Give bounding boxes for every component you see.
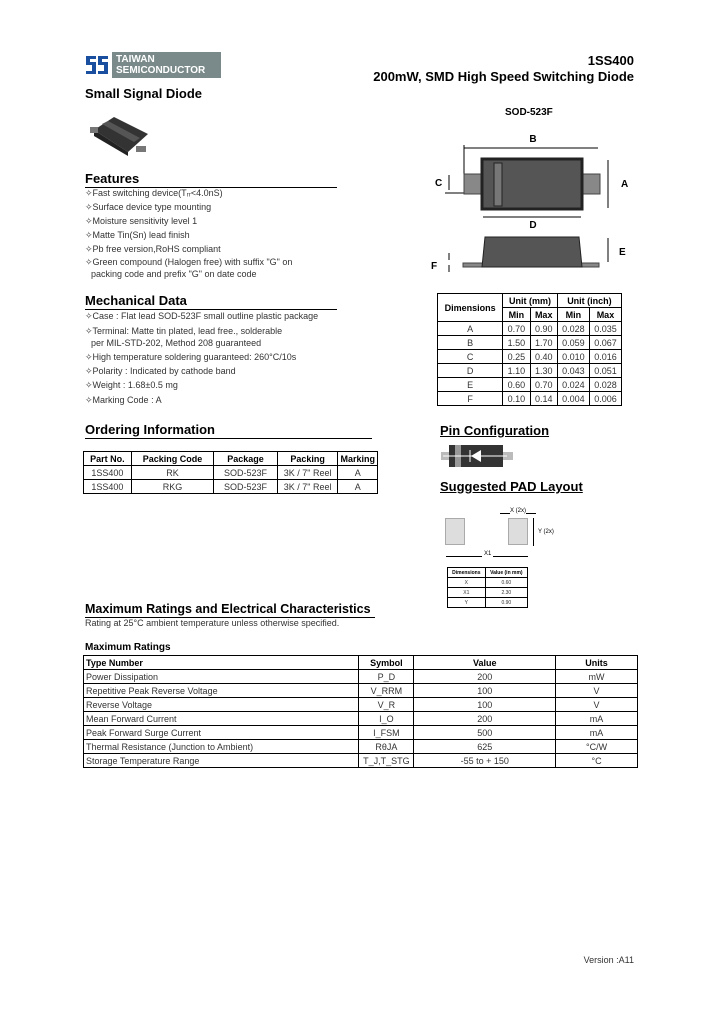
table-cell: V_RRM (359, 684, 414, 698)
table-cell: mW (556, 670, 638, 684)
table-row (448, 578, 528, 588)
pad-y-label: Y (2x) (538, 529, 554, 535)
table-cell: 625 (414, 740, 556, 754)
feature-item: ✧Matte Tin(Sn) lead finish (85, 230, 190, 240)
table-row (438, 336, 622, 350)
table-cell: 1.70 (530, 336, 557, 350)
part-number: 1SS400 (587, 53, 634, 68)
table-cell: -55 to + 150 (414, 754, 556, 768)
col-header: Type Number (84, 656, 359, 670)
table-cell: I_O (359, 712, 414, 726)
table-cell: Thermal Resistance (Junction to Ambient) (84, 740, 359, 754)
table-row (438, 392, 622, 406)
table-cell: P_D (359, 670, 414, 684)
dimensions-table: Dimensions Unit (mm) Unit (inch) Min Max Min Max A 0.70 0.90 0.028 0.035 B 1.50 1.70 0.059 0.067 C 0.25 0.40 0.010 0.016 D 1.10 1.30 0.043 0.051 E 0.60 0.70 0.024 0.028 F 0.10 0.14 0.004 0.006 (437, 293, 622, 406)
table-row (84, 740, 638, 754)
table-row (84, 670, 638, 684)
table-row (448, 568, 528, 578)
mech-item: ✧Weight : 1.68±0.5 mg (85, 380, 178, 390)
col-header: Dimensions (448, 568, 486, 578)
table-row (84, 712, 638, 726)
feature-item: packing code and prefix "G" on date code (91, 269, 257, 279)
col-header: Packing Code (131, 452, 213, 466)
col-header: Part No. (84, 452, 132, 466)
ratings-note: Rating at 25°C ambient temperature unless otherwise specified. (85, 618, 340, 628)
feature-item: ✧Moisture sensitivity level 1 (85, 216, 198, 226)
table-cell: C (438, 350, 503, 364)
features-heading: Features (85, 171, 337, 188)
pad-table (447, 567, 528, 608)
table-cell: 0.067 (589, 336, 621, 350)
table-row (448, 588, 528, 598)
table-cell: A (438, 322, 503, 336)
table-cell: 200 (414, 670, 556, 684)
table-cell: Storage Temperature Range (84, 754, 359, 768)
table-cell: I_FSM (359, 726, 414, 740)
table-cell: 0.051 (589, 364, 621, 378)
col-header: Symbol (359, 656, 414, 670)
table-cell: °C/W (556, 740, 638, 754)
col-header: Dimensions (438, 294, 503, 322)
table-cell: 3K / 7" Reel (277, 466, 338, 480)
col-header: Unit (mm) (503, 294, 558, 308)
pad-layout-heading: Suggested PAD Layout (440, 479, 583, 494)
feature-item: ✧Surface device type mounting (85, 202, 212, 212)
dim-label-c: C (435, 178, 443, 189)
table-cell: SOD-523F (214, 480, 278, 494)
pad-right (508, 518, 528, 545)
dim-label-d: D (529, 220, 537, 231)
table-cell: 0.016 (589, 350, 621, 364)
table-cell: 0.043 (557, 364, 589, 378)
col-header: Package (214, 452, 278, 466)
table-cell: 0.40 (530, 350, 557, 364)
table-cell: SOD-523F (214, 466, 278, 480)
page-title: 200mW, SMD High Speed Switching Diode (373, 69, 634, 84)
table-cell: V (556, 698, 638, 712)
feature-item: ✧Fast switching device(Tᵣᵣ<4.0nS) (85, 188, 223, 198)
table-row (84, 754, 638, 768)
table-cell: 0.90 (530, 322, 557, 336)
table-row (438, 378, 622, 392)
chip-image (88, 112, 150, 158)
table-cell: A (338, 480, 378, 494)
logo-line1: TAIWAN (116, 54, 155, 65)
table-cell: Mean Forward Current (84, 712, 359, 726)
mech-item: ✧Terminal: Matte tin plated, lead free., solderable (85, 326, 283, 336)
table-cell: 0.028 (557, 322, 589, 336)
table-cell: 1.50 (503, 336, 530, 350)
table-cell: °C (556, 754, 638, 768)
table-cell: Reverse Voltage (84, 698, 359, 712)
dim-label-b: B (529, 134, 537, 145)
table-cell: 0.90 (485, 598, 527, 608)
table-row (438, 322, 622, 336)
table-cell: Peak Forward Surge Current (84, 726, 359, 740)
table-cell: 0.70 (530, 378, 557, 392)
table-cell: 0.10 (503, 392, 530, 406)
table-cell: B (438, 336, 503, 350)
table-row (84, 726, 638, 740)
table-cell: 0.059 (557, 336, 589, 350)
table-cell: X1 (448, 588, 486, 598)
ts-logo-icon (84, 53, 110, 77)
pad-left (445, 518, 465, 545)
ratings-table (83, 655, 638, 768)
mechanical-heading: Mechanical Data (85, 293, 337, 310)
table-cell: 0.70 (503, 322, 530, 336)
mech-item: ✧Case : Flat lead SOD-523F small outline plastic package (85, 311, 319, 321)
table-cell: 200 (414, 712, 556, 726)
table-row (84, 466, 378, 480)
mech-item: ✧Polarity : Indicated by cathode band (85, 366, 236, 376)
mech-item: ✧High temperature soldering guaranteed: 260°C/10s (85, 352, 297, 362)
pad-x-label: X (2x) (510, 508, 527, 514)
ordering-heading: Ordering Information (85, 422, 372, 439)
table-cell: T_J,T_STG (359, 754, 414, 768)
table-row (84, 656, 638, 670)
table-cell: 1.10 (503, 364, 530, 378)
table-cell: Power Dissipation (84, 670, 359, 684)
table-cell: D (438, 364, 503, 378)
ordering-table (83, 451, 378, 494)
version: Version :A11 (583, 955, 634, 965)
dim-label-e: E (619, 247, 626, 258)
col-header: Units (556, 656, 638, 670)
table-cell: 0.010 (557, 350, 589, 364)
mech-item: per MIL-STD-202, Method 208 guaranteed (91, 338, 262, 348)
table-row (438, 364, 622, 378)
category: Small Signal Diode (85, 86, 203, 101)
table-cell: E (438, 378, 503, 392)
package-drawing (425, 120, 635, 280)
table-cell: Repetitive Peak Reverse Voltage (84, 684, 359, 698)
pad-x1-label: X1 (484, 551, 492, 557)
table-cell: V (556, 684, 638, 698)
table-cell: 500 (414, 726, 556, 740)
col-header: Value (in mm) (485, 568, 527, 578)
package-name: SOD-523F (505, 107, 553, 118)
col-header: Value (414, 656, 556, 670)
mech-item: ✧Marking Code : A (85, 395, 162, 405)
table-cell: 0.024 (557, 378, 589, 392)
feature-item: ✧Pb free version,RoHS compliant (85, 244, 221, 254)
table-cell: 1SS400 (84, 466, 132, 480)
table-row (448, 598, 528, 608)
logo-line2: SEMICONDUCTOR (116, 65, 206, 76)
col-header: Unit (inch) (557, 294, 621, 308)
table-cell: RK (131, 466, 213, 480)
pin-config-heading: Pin Configuration (440, 423, 550, 438)
table-cell: Y (448, 598, 486, 608)
table-row (438, 350, 622, 364)
table-cell: 0.60 (485, 578, 527, 588)
table-row (84, 452, 378, 466)
table-cell: RθJA (359, 740, 414, 754)
table-cell: 100 (414, 698, 556, 712)
table-cell: mA (556, 712, 638, 726)
table-cell: mA (556, 726, 638, 740)
pin-diagram (441, 445, 513, 467)
table-cell: 0.25 (503, 350, 530, 364)
table-cell: 1.30 (530, 364, 557, 378)
dim-label-f: F (431, 261, 438, 272)
table-row (84, 480, 378, 494)
table-cell: RKG (131, 480, 213, 494)
table-cell: 2.30 (485, 588, 527, 598)
table-row (84, 698, 638, 712)
table-cell: X (448, 578, 486, 588)
col-header: Marking (338, 452, 378, 466)
ratings-heading: Maximum Ratings and Electrical Characteristics (85, 602, 375, 618)
col-header: Packing (277, 452, 338, 466)
table-cell: 0.004 (557, 392, 589, 406)
table-cell: 0.028 (589, 378, 621, 392)
table-row (84, 684, 638, 698)
table-cell: 1SS400 (84, 480, 132, 494)
feature-item: ✧Green compound (Halogen free) with suffix "G" on (85, 257, 293, 267)
table-cell: 0.006 (589, 392, 621, 406)
max-ratings-subtitle: Maximum Ratings (85, 642, 171, 653)
table-cell: 0.60 (503, 378, 530, 392)
table-cell: A (338, 466, 378, 480)
table-cell: 0.035 (589, 322, 621, 336)
table-cell: 0.14 (530, 392, 557, 406)
dim-label-a: A (621, 179, 629, 190)
table-cell: 100 (414, 684, 556, 698)
table-cell: 3K / 7" Reel (277, 480, 338, 494)
table-cell: F (438, 392, 503, 406)
table-cell: V_R (359, 698, 414, 712)
company-logo (84, 52, 221, 78)
